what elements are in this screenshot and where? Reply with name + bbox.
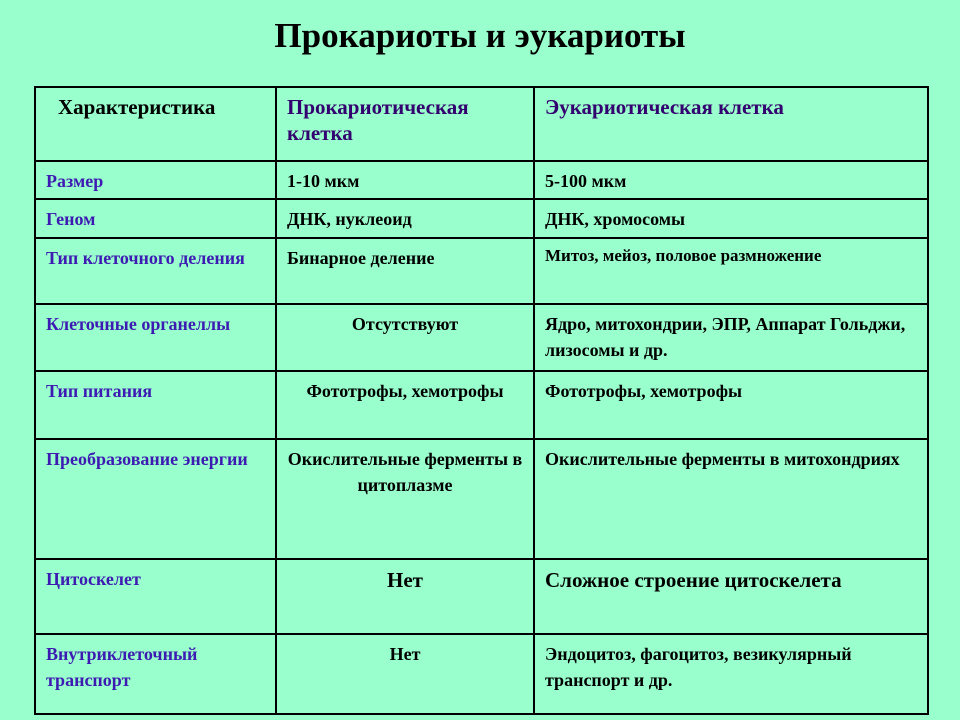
eukaryotic-value: Митоз, мейоз, половое размножение	[534, 238, 928, 304]
table-row	[35, 634, 928, 714]
prokaryotic-value: ДНК, нуклеоид	[276, 199, 534, 238]
eukaryotic-value: Фототрофы, хемотрофы	[534, 371, 928, 439]
header-prokaryotic: Прокариотическая клетка	[276, 87, 534, 161]
row-label: Тип клеточного деления	[35, 238, 276, 304]
table-row	[35, 371, 928, 439]
eukaryotic-value: ДНК, хромосомы	[534, 199, 928, 238]
table-row	[35, 238, 928, 304]
prokaryotic-value: Нет	[276, 634, 534, 714]
comparison-table	[34, 86, 929, 715]
row-label: Цитоскелет	[35, 559, 276, 634]
row-label: Тип питания	[35, 371, 276, 439]
header-eukaryotic: Эукариотическая клетка	[534, 87, 928, 161]
table-header-row	[35, 87, 928, 161]
row-label: Размер	[35, 161, 276, 199]
table-row	[35, 559, 928, 634]
prokaryotic-value: Фототрофы, хемотрофы	[276, 371, 534, 439]
row-label: Внутриклеточный транспорт	[35, 634, 276, 714]
prokaryotic-value: Отсутствуют	[276, 304, 534, 371]
slide-title: Прокариоты и эукариоты	[274, 16, 686, 55]
row-label: Преобразование энергии	[35, 439, 276, 559]
prokaryotic-value: 1-10 мкм	[276, 161, 534, 199]
prokaryotic-value: Бинарное деление	[276, 238, 534, 304]
eukaryotic-value: 5-100 мкм	[534, 161, 928, 199]
eukaryotic-value: Ядро, митохондрии, ЭПР, Аппарат Гольджи, лизосомы и др.	[534, 304, 928, 371]
eukaryotic-value: Эндоцитоз, фагоцитоз, везикулярный транспорт и др.	[534, 634, 928, 714]
eukaryotic-value: Окислительные ферменты в митохондриях	[534, 439, 928, 559]
row-label: Геном	[35, 199, 276, 238]
table-row	[35, 199, 928, 238]
prokaryotic-value: Нет	[276, 559, 534, 634]
prokaryotic-value: Окислительные ферменты в цитоплазме	[276, 439, 534, 559]
table-row	[35, 161, 928, 199]
row-label: Клеточные органеллы	[35, 304, 276, 371]
eukaryotic-value: Сложное строение цитоскелета	[534, 559, 928, 634]
header-characteristic: Характеристика	[35, 87, 276, 161]
table-row	[35, 439, 928, 559]
table-row	[35, 304, 928, 371]
